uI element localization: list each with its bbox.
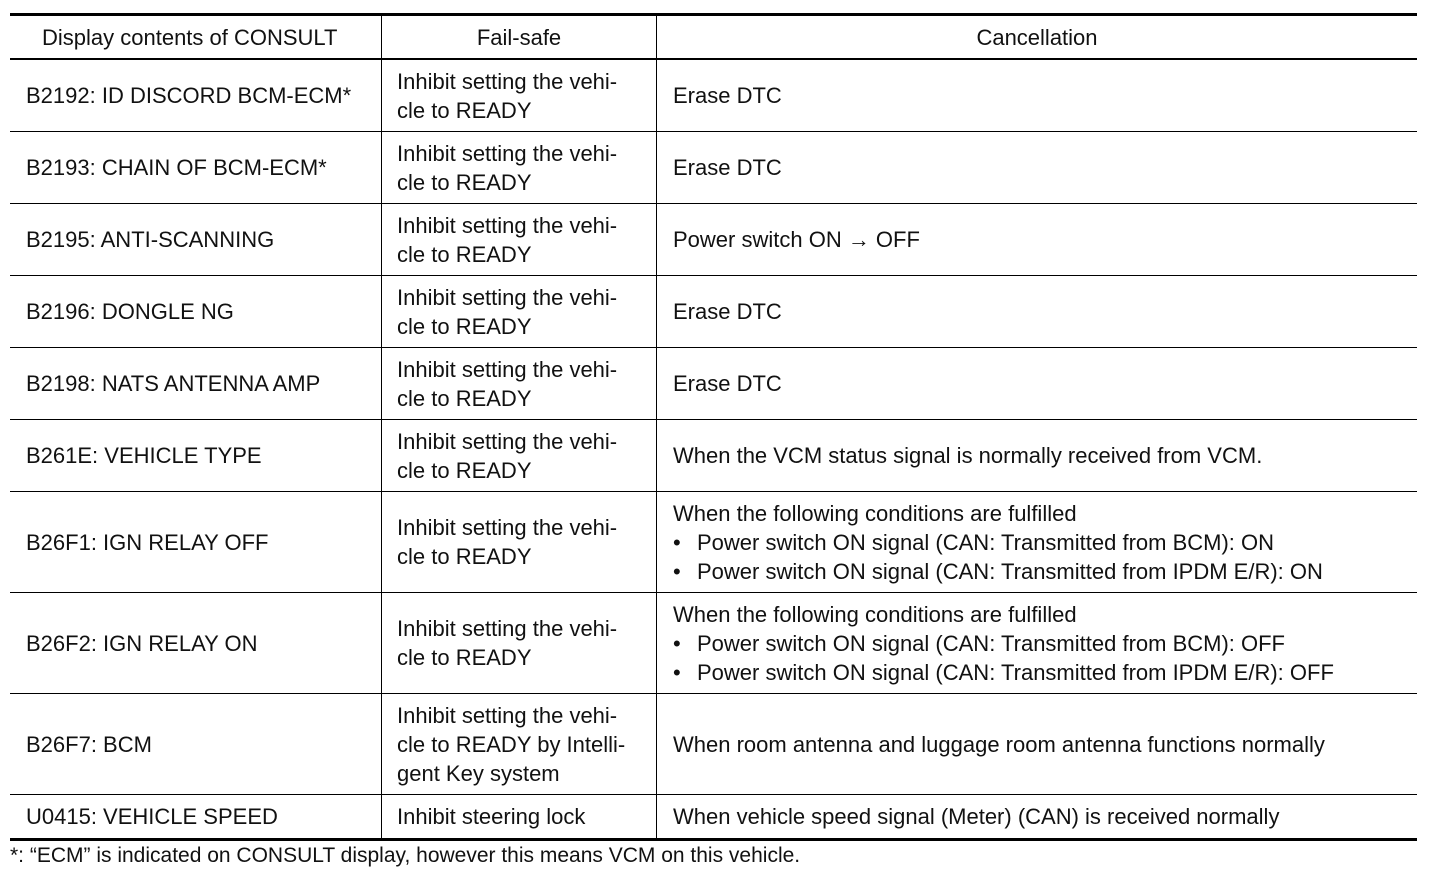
display-contents-cell: B2192: ID DISCORD BCM-ECM* xyxy=(10,60,382,131)
fail-safe-line: Inhibit setting the vehi- xyxy=(397,140,618,166)
condition-text: Power switch ON signal (CAN: Transmitted from IPDM E/R): ON xyxy=(697,558,1323,584)
fail-safe-line: cle to READY xyxy=(397,97,532,123)
table-row xyxy=(10,204,1417,276)
fail-safe-line: Inhibit steering lock xyxy=(397,804,586,829)
header-display-contents: Display contents of CONSULT xyxy=(10,16,382,58)
cancellation-cell xyxy=(657,60,1417,131)
fail-safe-line: Inhibit setting the vehi- xyxy=(397,428,618,454)
cancellation-cell xyxy=(657,593,1417,693)
fail-safe-cell xyxy=(382,795,657,838)
cancellation-text: Power switch ON → OFF xyxy=(673,227,920,252)
fail-safe-cell xyxy=(382,593,657,693)
display-contents-cell: U0415: VEHICLE SPEED xyxy=(10,795,382,838)
cancellation-text: When room antenna and luggage room antenna functions normally xyxy=(673,731,1325,757)
cancellation-cell xyxy=(657,348,1417,419)
display-contents-cell: B2196: DONGLE NG xyxy=(10,276,382,347)
display-contents-cell: B26F2: IGN RELAY ON xyxy=(10,593,382,693)
display-contents-cell: B2198: NATS ANTENNA AMP xyxy=(10,348,382,419)
cancellation-text: When vehicle speed signal (Meter) (CAN) is received normally xyxy=(673,804,1280,829)
display-contents-cell: B26F1: IGN RELAY OFF xyxy=(10,492,382,592)
fail-safe-line: cle to READY xyxy=(397,313,532,339)
fail-safe-line: Inhibit setting the vehi- xyxy=(397,68,618,94)
bullet-icon: • xyxy=(673,659,681,685)
cancellation-cell xyxy=(657,420,1417,491)
fail-safe-line: cle to READY xyxy=(397,645,532,670)
table-row xyxy=(10,132,1417,204)
fail-safe-cell xyxy=(382,132,657,203)
condition-bullet-item xyxy=(673,528,1417,557)
cancellation-cell xyxy=(657,492,1417,592)
cancellation-cell xyxy=(657,795,1417,838)
table-row xyxy=(10,60,1417,132)
cancellation-text: When the VCM status signal is normally received from VCM. xyxy=(673,443,1263,468)
table-row xyxy=(10,795,1417,838)
header-fail-safe: Fail-safe xyxy=(382,16,657,58)
cancellation-text: When the following conditions are fulfilled xyxy=(673,500,1077,526)
fail-safe-line: Inhibit setting the vehi- xyxy=(397,515,618,540)
fail-safe-cell xyxy=(382,60,657,131)
cancellation-cell xyxy=(657,204,1417,275)
table-header-row xyxy=(10,16,1417,60)
cancellation-cell xyxy=(657,694,1417,794)
cancellation-cell xyxy=(657,276,1417,347)
bullet-icon: • xyxy=(673,529,681,555)
table-row xyxy=(10,593,1417,694)
cancellation-text: When the following conditions are fulfilled xyxy=(673,601,1077,627)
fail-safe-cell xyxy=(382,492,657,592)
display-contents-cell: B2195: ANTI-SCANNING xyxy=(10,204,382,275)
fail-safe-line: Inhibit setting the vehi- xyxy=(397,616,618,641)
fail-safe-cell xyxy=(382,348,657,419)
fail-safe-cell xyxy=(382,276,657,347)
condition-bullet-item xyxy=(673,658,1417,687)
fail-safe-table xyxy=(10,13,1417,841)
fail-safe-line: Inhibit setting the vehi- xyxy=(397,212,618,238)
fail-safe-line: cle to READY xyxy=(397,457,532,483)
bullet-icon: • xyxy=(673,558,681,584)
fail-safe-line: Inhibit setting the vehi- xyxy=(397,284,618,310)
cancellation-text: Erase DTC xyxy=(673,299,782,324)
table-row xyxy=(10,694,1417,795)
fail-safe-line: cle to READY xyxy=(397,385,532,411)
table-row xyxy=(10,276,1417,348)
condition-bullet-item xyxy=(673,629,1417,658)
fail-safe-line: cle to READY xyxy=(397,169,532,195)
cancellation-text: Erase DTC xyxy=(673,83,782,108)
display-contents-cell: B261E: VEHICLE TYPE xyxy=(10,420,382,491)
fail-safe-line: Inhibit setting the vehi- xyxy=(397,356,618,382)
cancellation-text: Erase DTC xyxy=(673,371,782,396)
fail-safe-line: cle to READY by Intelli- xyxy=(397,731,626,757)
fail-safe-line: Inhibit setting the vehi- xyxy=(397,702,618,728)
table-row xyxy=(10,420,1417,492)
cancellation-cell xyxy=(657,132,1417,203)
header-cancellation: Cancellation xyxy=(976,24,1098,50)
condition-text: Power switch ON signal (CAN: Transmitted from BCM): OFF xyxy=(697,630,1285,656)
cancellation-text: Erase DTC xyxy=(673,155,782,180)
condition-text: Power switch ON signal (CAN: Transmitted from IPDM E/R): OFF xyxy=(697,659,1334,685)
footnote: *: “ECM” is indicated on CONSULT display, however this means VCM on this vehicle. xyxy=(10,844,801,867)
table-row xyxy=(10,348,1417,420)
fail-safe-cell xyxy=(382,420,657,491)
display-contents-cell: B2193: CHAIN OF BCM-ECM* xyxy=(10,132,382,203)
fail-safe-line: cle to READY xyxy=(397,544,532,569)
fail-safe-cell xyxy=(382,694,657,794)
table-body xyxy=(10,60,1417,838)
fail-safe-cell xyxy=(382,204,657,275)
table-row xyxy=(10,492,1417,593)
fail-safe-line: gent Key system xyxy=(397,760,560,786)
condition-bullet-item xyxy=(673,557,1417,586)
bullet-icon: • xyxy=(673,630,681,656)
display-contents-cell: B26F7: BCM xyxy=(10,694,382,794)
condition-text: Power switch ON signal (CAN: Transmitted from BCM): ON xyxy=(697,529,1275,555)
fail-safe-line: cle to READY xyxy=(397,241,532,267)
